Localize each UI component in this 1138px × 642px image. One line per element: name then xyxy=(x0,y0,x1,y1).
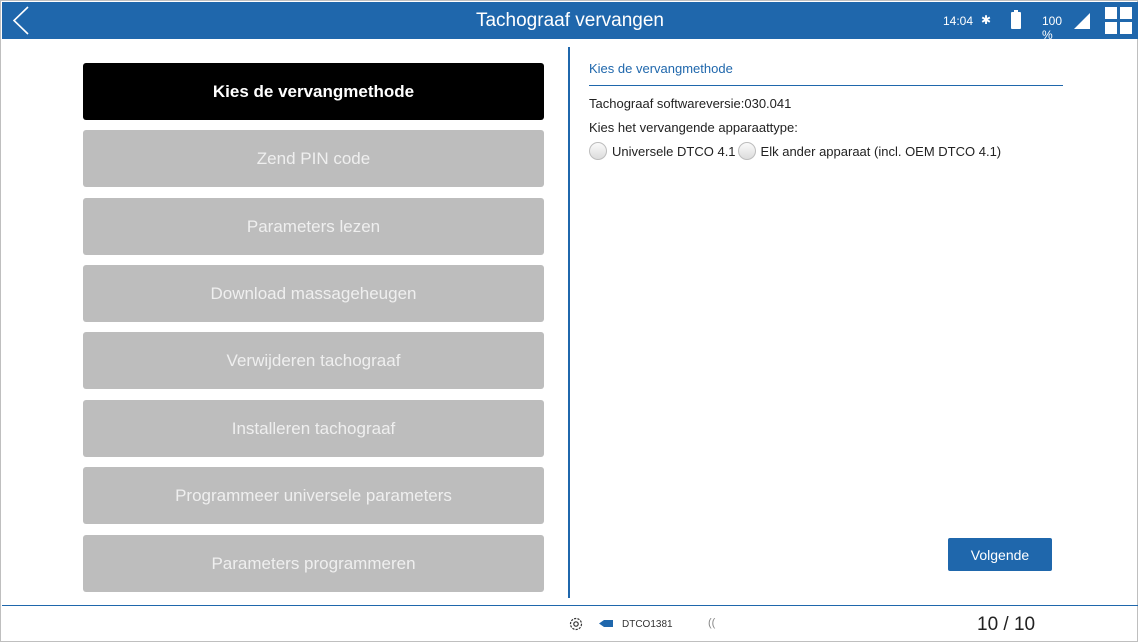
wireless-signal-icon: (( xyxy=(708,617,716,629)
step-program-parameters[interactable]: Parameters programmeren xyxy=(83,535,544,592)
page-title: Tachograaf vervangen xyxy=(475,10,664,31)
option-other-device-label: Elk ander apparaat (incl. OEM DTCO 4.1) xyxy=(760,143,1002,159)
option-universal-dtco[interactable] xyxy=(589,142,736,160)
step-read-parameters[interactable]: Parameters lezen xyxy=(83,198,544,255)
device-id: DTCO1381 xyxy=(622,619,673,630)
gear-icon[interactable] xyxy=(568,616,584,632)
battery-percent: 100 % xyxy=(1041,14,1062,42)
clock: 14:04 xyxy=(942,14,973,28)
device-type-options xyxy=(589,142,1001,160)
page-counter: 10 / 10 xyxy=(977,614,1036,635)
battery-icon xyxy=(1011,12,1021,29)
radio-other-device[interactable] xyxy=(738,142,756,160)
next-button[interactable]: Volgende xyxy=(948,538,1052,571)
software-version: Tachograaf softwareversie:030.041 xyxy=(589,96,792,111)
step-remove-tachograph[interactable]: Verwijderen tachograaf xyxy=(83,332,544,389)
footer-bar xyxy=(2,606,1138,642)
option-universal-dtco-label: Universele DTCO 4.1 xyxy=(612,143,736,159)
step-send-pin[interactable]: Zend PIN code xyxy=(83,130,544,187)
signal-icon xyxy=(1073,12,1091,30)
panel-title: Kies de vervangmethode xyxy=(589,59,1063,86)
method-panel xyxy=(589,59,1063,159)
device-type-question: Kies het vervangende apparaattype: xyxy=(589,120,798,135)
top-bar xyxy=(2,2,1138,42)
connector-icon xyxy=(599,620,613,627)
radio-universal-dtco[interactable] xyxy=(589,142,607,160)
step-download-memory[interactable]: Download massageheugen xyxy=(83,265,544,322)
step-program-universal[interactable]: Programmeer universele parameters xyxy=(83,467,544,524)
option-other-device[interactable] xyxy=(738,142,1002,160)
vertical-divider xyxy=(568,47,570,598)
bluetooth-icon: ✱ xyxy=(980,13,991,27)
step-choose-method[interactable]: Kies de vervangmethode xyxy=(83,63,544,120)
step-install-tachograph[interactable]: Installeren tachograaf xyxy=(83,400,544,457)
apps-grid-icon[interactable] xyxy=(1104,6,1133,35)
